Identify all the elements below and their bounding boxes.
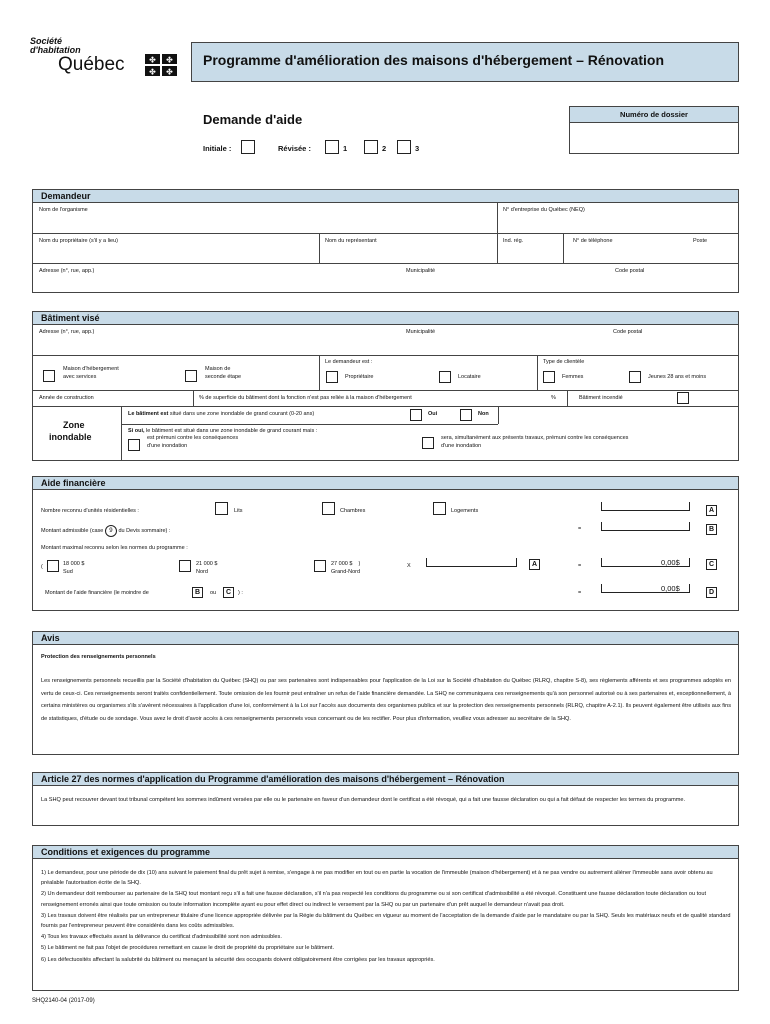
revised-2-checkbox[interactable] — [364, 140, 378, 154]
type-services-checkbox[interactable] — [43, 370, 55, 382]
svg-text:✤: ✤ — [149, 67, 156, 76]
applicant-is-cell — [319, 356, 320, 390]
admissible-label-1: Montant admissible (case — [41, 528, 104, 534]
ind-label: Ind. rég. — [503, 238, 524, 244]
type-second-label-2: seconde étape — [205, 374, 242, 380]
will-protect-checkbox[interactable] — [422, 437, 434, 449]
form-code: SHQ2140-04 (2017-09) — [32, 998, 95, 1004]
flood-no-label: Non — [478, 411, 489, 417]
units-field[interactable] — [601, 502, 690, 511]
svg-text:✤: ✤ — [149, 55, 156, 65]
condition-item: 3) Les travaux doivent être réalisés par un entrepreneur titulaire d'une licence appropriée délivrée par la Régie du bâtiment du Québec en vigueur au moment de l'acceptation de la demande d'aide par le mandataire ou par la SHQ. Seuls les matériaux neufs et de qualité standard fournis par l'entrepreneur peuvent être considérés dans les coûts admissibles. — [41, 912, 731, 930]
applicant-is-label: Le demandeur est : — [325, 359, 373, 365]
units-label: Nombre reconnu d'unités résidentielles : — [41, 508, 139, 514]
neq-label: N° d'entreprise du Québec (NEQ) — [503, 207, 585, 213]
rep-cell — [319, 234, 320, 263]
admissible-label-2: du Devis sommaire) : — [118, 528, 171, 534]
fire-checkbox[interactable] — [677, 392, 689, 404]
admissible-field[interactable] — [601, 522, 690, 531]
request-title: Demande d'aide — [203, 112, 303, 127]
pct-label: % de superficie du bâtiment dont la fonction n'est pas reliée à la maison d'hébergement — [199, 395, 412, 401]
flood-divider — [121, 424, 498, 425]
building-postal-label: Code postal — [613, 329, 643, 335]
times-sign: X — [407, 563, 411, 569]
flood-no-checkbox[interactable] — [460, 409, 472, 421]
will-protect-label-2: d'une inondation — [441, 443, 482, 449]
zone-label-2: inondable — [49, 432, 92, 442]
or-label: ou — [210, 590, 217, 596]
pct-sign: % — [551, 395, 556, 401]
year-label: Année de construction — [39, 395, 94, 401]
program-title: Programme d'amélioration des maisons d'hébergement – Rénovation — [203, 52, 664, 68]
fire-cell — [567, 391, 568, 406]
notice-subtitle: Protection des renseignements personnels — [41, 654, 156, 660]
type-row — [33, 355, 738, 390]
owner-status-label: Propriétaire — [345, 374, 374, 380]
will-protect-label-1: sera, simultanément aux présents travaux, prémuni contre les conséquences — [441, 435, 629, 441]
conditions-list — [41, 868, 733, 966]
youth-checkbox[interactable] — [629, 371, 641, 383]
postal-label: Code postal — [615, 268, 645, 274]
type-services-label-2: avec services — [63, 374, 97, 380]
condition-item: 4) Tous les travaux effectués avant la délivrance du certificat d'admissibilité sont non admissibles. — [41, 934, 282, 941]
svg-text:✤: ✤ — [166, 55, 173, 65]
owner-row[interactable] — [33, 233, 738, 263]
applicant-box — [32, 203, 739, 293]
if-yes-text: le bâtiment est situé dans une zone inondable de grand courant mais : — [146, 428, 318, 434]
grand-nord-label: Grand-Nord — [331, 569, 361, 575]
logo-text-2: d'habitation — [30, 45, 81, 55]
org-row[interactable] — [33, 203, 738, 233]
nord-amount: 21 000 $ — [196, 561, 218, 567]
case-9-badge: 9 — [105, 525, 117, 537]
revised-label: Révisée : — [278, 144, 311, 153]
condition-item: 1) Le demandeur, pour une période de dix (10) ans suivant le paiement final du prêt sujet à remise, s'engage à ne pas modifier en tout ou en partie la vocation de l'immeuble (maison d'hébergement) et à ne pas vendre ou autrement aliéner l'immeuble sans avoir obtenu au préalable l'autorisation écrite de la SHQ. — [41, 870, 713, 887]
year-row — [33, 390, 738, 406]
section-financial: Aide financière — [32, 476, 739, 490]
owner-label: Nom du propriétaire (s'il y a lieu) — [39, 238, 118, 244]
initial-checkbox[interactable] — [241, 140, 255, 154]
building-box — [32, 325, 739, 461]
building-city-label: Municipalité — [406, 329, 436, 335]
initial-label: Initiale : — [203, 144, 232, 153]
rooms-checkbox[interactable] — [322, 502, 335, 515]
notice-box — [32, 645, 739, 755]
units-multiplier-field[interactable] — [426, 558, 517, 567]
tag-a-1: A — [706, 505, 717, 516]
nord-label: Nord — [196, 569, 208, 575]
beds-checkbox[interactable] — [215, 502, 228, 515]
protected-checkbox[interactable] — [128, 439, 140, 451]
city-label: Municipalité — [406, 268, 436, 274]
protected-label-1: est prémuni contre les conséquences — [147, 435, 239, 441]
file-number-box[interactable] — [569, 106, 739, 154]
youth-label: Jeunes 28 ans et moins — [648, 374, 707, 380]
sud-checkbox[interactable] — [47, 560, 59, 572]
tag-c-2: C — [223, 587, 234, 598]
ext-label: Poste — [693, 238, 708, 244]
article-box — [32, 786, 739, 826]
grand-nord-amount-text: 27 000 $ — [331, 561, 353, 567]
pct-cell — [193, 391, 194, 406]
max-label: Montant maximal reconnu selon les normes du programme : — [41, 545, 188, 551]
clientele-cell — [537, 356, 538, 390]
zone-label-1: Zone — [63, 420, 85, 430]
building-address-label: Adresse (n°, rue, app.) — [39, 329, 95, 335]
women-label: Femmes — [562, 374, 584, 380]
housing-checkbox[interactable] — [433, 502, 446, 515]
rep-label: Nom du représentant — [325, 238, 377, 244]
admissible-label — [41, 525, 170, 537]
tag-a-2: A — [529, 559, 540, 570]
housing-label: Logements — [451, 508, 479, 514]
if-yes-line — [128, 428, 317, 435]
file-number-header: Numéro de dossier — [570, 107, 738, 123]
revised-3-checkbox[interactable] — [397, 140, 411, 154]
logo-text-3: Québec — [58, 54, 125, 75]
aid-label: Montant de l'aide financière (le moindre de — [45, 590, 149, 596]
notice-text: Les renseignements personnels recueillis par la Société d'habitation du Québec (SHQ) ou par ses partenaires sont indispensables pour l'application de la Loi sur la Société d'habitation du Québec (RLRQ, chapitre S-8), ses règlements afférents et ses programmes adoptés en vertu de ceux-ci. Ces renseignements seront traités confidentiellement. Toute omission de les fournir peut entraîner un refus de l'aide financière demandée. La SHQ ne communiquera ces renseignements qu'à son personnel autorisé ou à ses partenaires et, exceptionnellement, à certains ministères ou organismes s'ils s'avèrent nécessaires à l'application d'une loi, conformément à la Loi sur l'accès aux documents des organismes publics et sur la protection des renseignements personnels (RLRQ, chapitre A-2.1). Ils peuvent également être utilisés aux fins de statistiques, d'étude ou de sondage. Vous avez le droit d'avoir accès à ces renseignements personnels vous concernant ou de les rectifier. Pour plus d'information, veuillez vous adresser au secrétaire de la SHQ. — [41, 678, 731, 722]
condition-item: 6) Les défectuosités affectant la salubrité du bâtiment ou menaçant la sécurité des occupants doivent obligatoirement être corrigées par les travaux appropriés. — [41, 956, 435, 963]
flood-yes-label: Oui — [428, 411, 438, 417]
flood-row — [33, 406, 738, 461]
sud-amount: 18 000 $ — [63, 561, 85, 567]
equals-3: = — [578, 590, 582, 596]
flood-q-text: situé dans une zone inondable de grand courant (0-20 ans) — [169, 411, 315, 417]
aid-amount-value: 0,00$ — [661, 584, 680, 593]
paren-open: ( — [41, 564, 43, 570]
revised-1-checkbox[interactable] — [325, 140, 339, 154]
beds-label: Lits — [234, 508, 243, 514]
section-article-27: Article 27 des normes d'application du Programme d'amélioration des maisons d'hébergement – Rénovation — [32, 772, 739, 786]
flood-q-line — [128, 411, 314, 418]
tag-d: D — [706, 587, 717, 598]
revised-3-label: 3 — [415, 144, 420, 153]
if-yes-bold: Si oui, — [128, 428, 145, 434]
svg-text:✤: ✤ — [166, 67, 173, 76]
max-amount-value: 0,00$ — [661, 558, 680, 567]
type-second-stage-checkbox[interactable] — [185, 370, 197, 382]
revised-2-label: 2 — [382, 144, 387, 153]
tenant-label: Locataire — [458, 374, 481, 380]
flood-divider-v — [498, 407, 499, 424]
quebec-flag-icon — [145, 54, 177, 76]
equals-1: = — [578, 526, 582, 532]
tenant-checkbox[interactable] — [439, 371, 451, 383]
grand-nord-amount: 27 000 $ ) — [331, 561, 361, 567]
org-name-label: Nom de l'organisme — [39, 207, 88, 213]
address-label: Adresse (n°, rue, app.) — [39, 268, 95, 274]
condition-item: 5) Le bâtiment ne fait pas l'objet de procédures remettant en cause le droit de propriété du propriétaire sur le bâtiment. — [41, 945, 335, 952]
sud-label: Sud — [63, 569, 73, 575]
women-checkbox[interactable] — [543, 371, 555, 383]
type-second-label-1: Maison de — [205, 366, 231, 372]
section-notice: Avis — [32, 631, 739, 645]
tag-b-2: B — [192, 587, 203, 598]
equals-2: = — [578, 563, 582, 569]
ind-cell — [497, 234, 498, 263]
owner-checkbox[interactable] — [326, 371, 338, 383]
condition-item: 2) Un demandeur doit rembourser au partenaire de la SHQ tout montant reçu s'il a fait une fausse déclaration, s'il n'a pas respecté les conditions du programme ou si son certificat d'admissibilité a été révoqué. Constituent une fausse déclaration toute déclaration ou tout renseignement erronés ainsi que toute omission ou toute information incomplète ayant eu pour effet direct ou indirect le versement par la SHQ ou par un partenaire d'un prêt auquel le demandeur n'avait pas droit. — [41, 891, 707, 908]
neq-cell — [497, 203, 498, 233]
shq-logo — [30, 36, 180, 82]
section-applicant: Demandeur — [32, 189, 739, 203]
fire-label: Bâtiment incendié — [579, 395, 623, 401]
nord-checkbox[interactable] — [179, 560, 191, 572]
protected-label-2: d'une inondation — [147, 443, 188, 449]
section-conditions: Conditions et exigences du programme — [32, 845, 739, 859]
article-text: La SHQ peut recouvrer devant tout tribunal compétent les sommes indûment versées par elle ou le partenaire en faveur d'un demandeur dont le certificat a été révoqué, qui a fait une fausse déclaration ou qui a fait défaut de respecter les termes du programme. — [41, 797, 686, 803]
grand-nord-checkbox[interactable] — [314, 560, 326, 572]
flood-detail-cell — [121, 407, 122, 461]
clientele-label: Type de clientèle — [543, 359, 585, 365]
tag-c-1: C — [706, 559, 717, 570]
address-row[interactable] — [33, 263, 738, 293]
logo-text-1: Société — [30, 36, 63, 46]
type-services-label-1: Maison d'hébergement — [63, 366, 119, 372]
conditions-box — [32, 859, 739, 991]
section-building: Bâtiment visé — [32, 311, 739, 325]
flood-yes-checkbox[interactable] — [410, 409, 422, 421]
building-address-row[interactable] — [33, 325, 738, 355]
flood-q-bold: Le bâtiment est — [128, 411, 169, 417]
rooms-label: Chambres — [340, 508, 366, 514]
phone-cell — [563, 234, 564, 263]
financial-box — [32, 490, 739, 611]
revised-1-label: 1 — [343, 144, 348, 153]
tag-b-1: B — [706, 524, 717, 535]
phone-label: N° de téléphone — [573, 238, 613, 244]
aid-colon: ) : — [238, 590, 243, 596]
